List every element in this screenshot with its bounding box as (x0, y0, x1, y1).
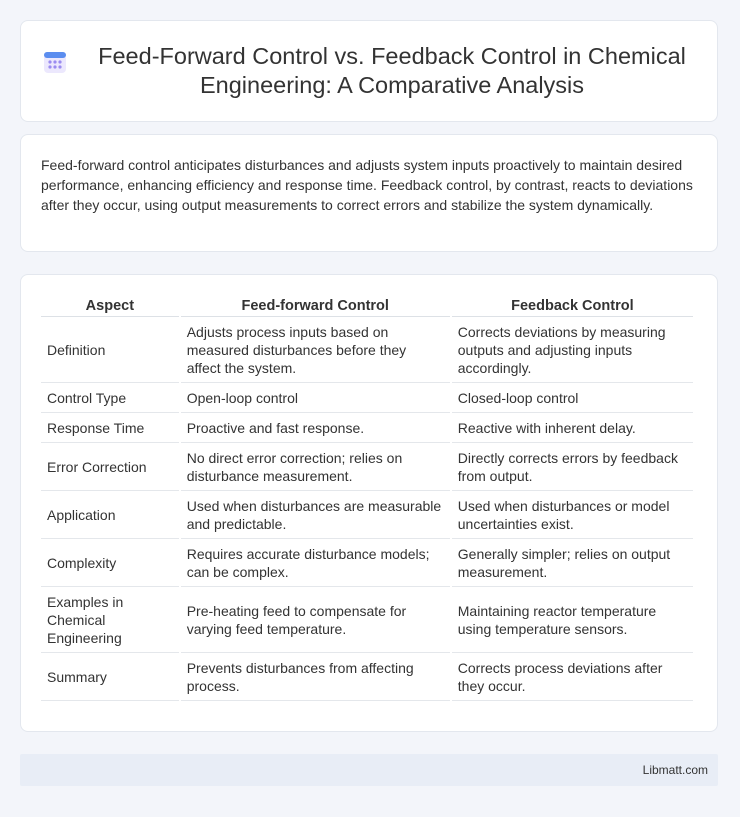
feed-forward-cell: Open-loop control (181, 383, 450, 413)
row-aspect-cell: Definition (41, 317, 179, 383)
title-wrap (41, 42, 697, 100)
table-row (41, 653, 693, 701)
row-aspect-cell: Application (41, 491, 179, 539)
column-header-feed-forward: Feed-forward Control (181, 295, 450, 317)
feed-forward-cell: Prevents disturbances from affecting process. (181, 653, 450, 701)
table-header-row (41, 295, 693, 317)
table-row (41, 539, 693, 587)
table-row (41, 383, 693, 413)
row-aspect-cell: Response Time (41, 413, 179, 443)
feed-forward-cell: Requires accurate disturbance models; can be complex. (181, 539, 450, 587)
feedback-cell: Generally simpler; relies on output measurement. (452, 539, 693, 587)
column-header-feedback: Feedback Control (452, 295, 693, 317)
footer-brand-link[interactable]: Libmatt.com (642, 763, 708, 777)
row-aspect-cell: Summary (41, 653, 179, 701)
table-row (41, 491, 693, 539)
calendar-grid-icon (41, 48, 69, 76)
table-row (41, 443, 693, 491)
feedback-cell: Corrects process deviations after they occur. (452, 653, 693, 701)
title-card (20, 20, 718, 122)
table-row (41, 317, 693, 383)
feedback-cell: Directly corrects errors by feedback from output. (452, 443, 693, 491)
feedback-cell: Corrects deviations by measuring outputs and adjusting inputs accordingly. (452, 317, 693, 383)
feedback-cell: Maintaining reactor temperature using temperature sensors. (452, 587, 693, 653)
column-header-aspect: Aspect (41, 295, 179, 317)
intro-card (20, 134, 718, 252)
row-aspect-cell: Complexity (41, 539, 179, 587)
row-aspect-cell: Control Type (41, 383, 179, 413)
table-row (41, 413, 693, 443)
row-aspect-cell: Error Correction (41, 443, 179, 491)
table-card (20, 274, 718, 732)
feedback-cell: Closed-loop control (452, 383, 693, 413)
feed-forward-cell: Used when disturbances are measurable and predictable. (181, 491, 450, 539)
feed-forward-cell: Proactive and fast response. (181, 413, 450, 443)
comparison-table (39, 295, 695, 701)
table-row (41, 587, 693, 653)
intro-paragraph: Feed-forward control anticipates disturbances and adjusts system inputs proactively to maintain desired performance, enhancing efficiency and response time. Feedback control, by contrast, reacts to deviations after they occur, using output measurements to correct errors and stabilize the system dynamically. (41, 157, 693, 213)
row-aspect-cell: Examples in Chemical Engineering (41, 587, 179, 653)
feed-forward-cell: No direct error correction; relies on disturbance measurement. (181, 443, 450, 491)
feed-forward-cell: Adjusts process inputs based on measured disturbances before they affect the system. (181, 317, 450, 383)
feed-forward-cell: Pre-heating feed to compensate for varying feed temperature. (181, 587, 450, 653)
feedback-cell: Reactive with inherent delay. (452, 413, 693, 443)
footer (20, 754, 718, 786)
page-title: Feed-Forward Control vs. Feedback Control in Chemical Engineering: A Comparative Analysis (98, 43, 686, 98)
feedback-cell: Used when disturbances or model uncertainties exist. (452, 491, 693, 539)
